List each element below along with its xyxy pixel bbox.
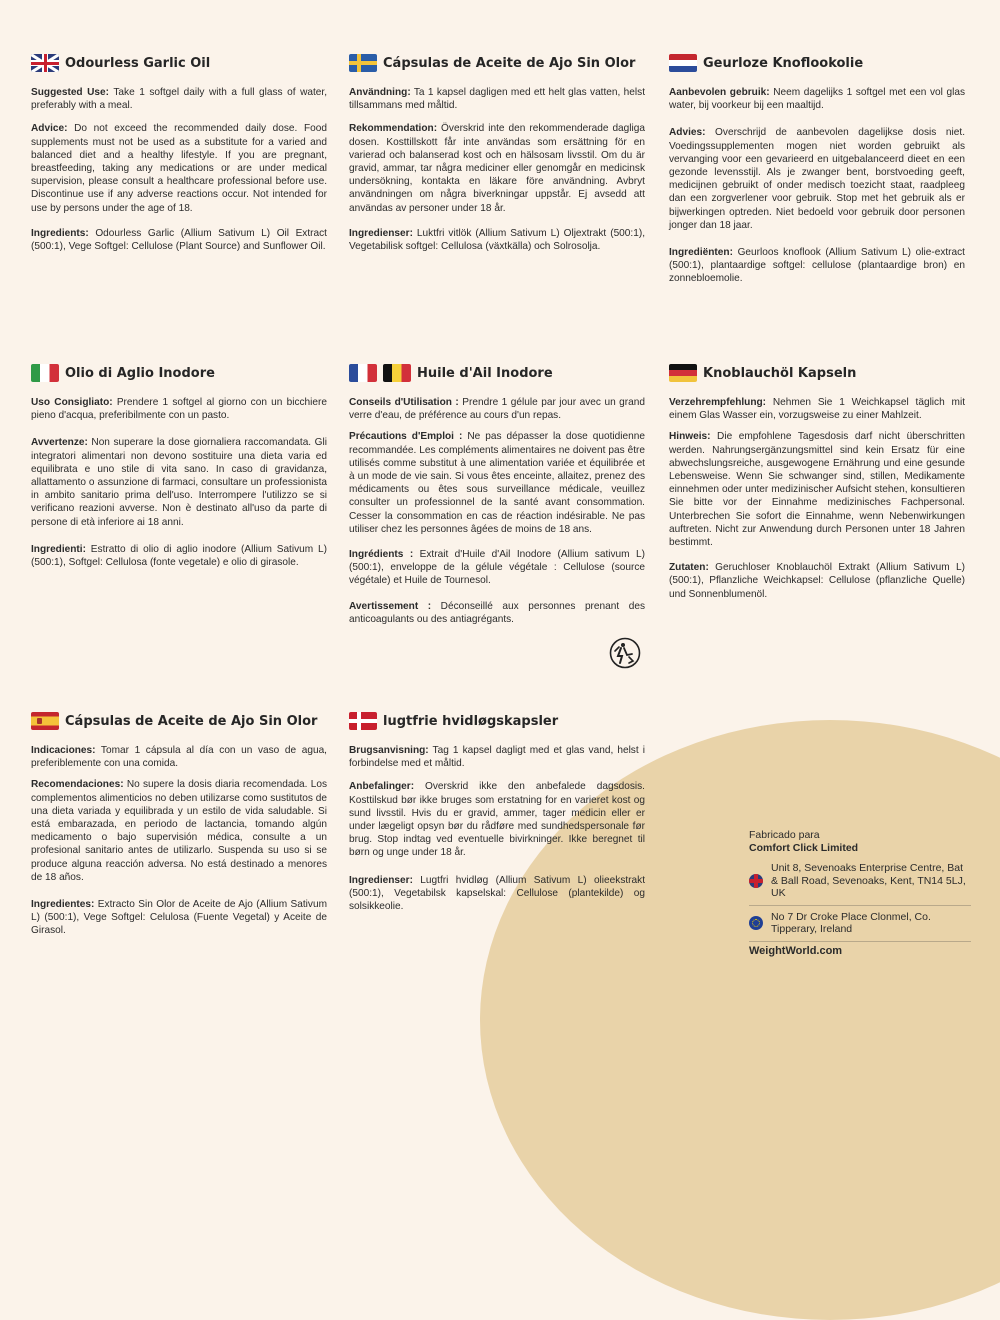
warnings: Avvertenze: Non superare la dose giornaliera raccomandata. Gli integratori alimentari non devono sostituire una dieta varia ed equilibrata e uno stile di vita sano. In caso di gravidanza, allattamento o assunzione di farmaci, consultare un professionista in ambito sanitario prima dell'uso. Interrompere l'utilizzo se si verificano reazioni avverse. Non è destinato all'uso da parte di persone di età inferiore ai 18 anni. [31, 437, 327, 528]
section-spanish [31, 712, 327, 948]
italy-flag-icon [31, 364, 59, 382]
sweden-flag-icon [349, 54, 377, 72]
france-flag-icon [349, 364, 377, 382]
section-title: Cápsulas de Aceite de Ajo Sin Olor [383, 55, 636, 71]
section-french [349, 364, 645, 636]
section-swedish [349, 54, 645, 263]
section-title: Cápsulas de Aceite de Ajo Sin Olor [65, 713, 318, 729]
ingredients: Ingredienser: Lugtfri hvidløg (Allium Sativum L) olieekstrakt (500:1), Vegetabilsk kapselskal: Cellulose (plantekilde) og solsikkeolie. [349, 874, 645, 913]
advice: Advies: Overschrijd de aanbevolen dagelijkse dosis niet. Voedingssupplementen mogen niet worden gebruikt als vervanging voor een gevarieerd en uitgebalanceerd dieet en een gezonde levensstijl. Als je zwanger bent, borstvoeding geeft, medicijnen gebruikt of onder medisch toezicht staat, raadpleeg dan een zorgverlener voor gebruik. Stop met het gebruik als er bijwerkingen optreden. Niet bedoeld voor gebruik door personen jonger dan 18 jaar. [669, 127, 965, 231]
suggested-use: Suggested Use: Take 1 softgel daily with a full glass of water, preferably with a meal. [31, 87, 328, 112]
ingredients: Ingredienti: Estratto di olio di aglio inodore (Allium Sativum L) (500:1), Softgel: Cellulosa (fonte vegetale) e olio di girasole. [31, 543, 327, 569]
section-title-row [349, 54, 645, 72]
belgium-flag-icon [383, 364, 411, 382]
divider [749, 905, 971, 906]
section-title: Odourless Garlic Oil [65, 55, 211, 71]
company-name: Comfort Click Limited [749, 842, 859, 854]
germany-flag-icon [669, 364, 697, 382]
section-title: lugtfrie hvidløgskapsler [383, 713, 559, 729]
precautions: Précautions d'Emploi : Ne pas dépasser la dose quotidienne recommandée. Les compléments alimentaires ne doivent pas être utilisés comme substitut à une alimentation variée et équilibrée et à un mode de vie sain. Si vous êtes enceinte, allaitez, prenez des médicaments ou êtes sous surveillance médicale, veuillez consulter un professionnel de la santé avant consommation. Cesser la consommation en cas de réaction indésirable. Ne pas utiliser chez les personnes âgées de moins de 18 ans. [349, 431, 645, 535]
section-title-row [31, 364, 327, 382]
section-title-row [669, 54, 965, 72]
recommendation: Rekommendation: Överskrid inte den rekommenderade dagliga dosen. Kosttillskott får inte användas som ersättning för en varierad och balanserad kost och en hälsosam livsstil. Om du är gravid, ammar, tar några mediciner eller genomgår en medicinsk undersökning, kontakta en läkare före användning. Avbryt användningen om några biverkningar uppstår. Ej avsedd att användas av personer under 18 år. [349, 123, 645, 214]
advice: Advice: Do not exceed the recommended daily dose. Food supplements must not be used as a substitute for a varied and balanced diet and a healthy lifestyle. If you are pregnant, breastfeeding, taking any medications or are under medical supervision, please consult a healthcare professional before use. Discontinue use if any adverse reactions occur. Not intended for use by persons under the age of 18. [31, 123, 327, 214]
indications: Indicaciones: Tomar 1 cápsula al día con un vaso de agua, preferiblemente con una comida. [31, 745, 327, 770]
section-title-row [349, 364, 645, 382]
eu-address: No 7 Dr Croke Place Clonmel, Co. Tipperary, Ireland [771, 910, 931, 935]
section-english [31, 54, 327, 263]
ingredients: Ingredients: Odourless Garlic (Allium Sativum L) Oil Extract (500:1), Vege Softgel: Cellulose (Plant Source) and Sunflower Oil. [31, 227, 327, 253]
section-title-row [669, 364, 965, 382]
triman-recycle-icon [609, 637, 641, 669]
uk-address: Unit 8, Sevenoaks Enterprise Centre, Bat & Ball Road, Sevenoaks, Kent, TN14 5LJ, UK [771, 862, 966, 899]
recommendations: Anbefalinger: Overskrid ikke den anbefalede dagsdosis. Kosttilskud bør ikke bruges som erstatning for en varieret kost og sund livsstil. Hvis du er gravid, ammer, tager medicin eller er under lægeligt opsyn bør du rådføre med sundhedspersonale før brug. Stop indtag ved eventuelle bivirkninger. Ikke beregnet til børn og unge under 18 år. [349, 781, 645, 859]
eu-address-row [749, 908, 971, 939]
section-title: Knoblauchöl Kapseln [703, 365, 857, 381]
manufacturer-block [749, 829, 971, 957]
warning: Avertissement : Déconseillé aux personnes prenant des anticoagulants ou des antiagrégants. [349, 600, 646, 625]
usage: Användning: Ta 1 kapsel dagligen med ett helt glas vatten, helst tillsammans med måltid. [349, 87, 645, 112]
ingredients: Zutaten: Geruchloser Knoblauchöl Extrakt (Allium Sativum L) (500:1), Pflanzliche Weichkapsel: Cellulose (pflanzliche Quelle) und Sonnenblumenöl. [669, 562, 965, 600]
notice: Hinweis: Die empfohlene Tagesdosis darf nicht überschritten werden. Nahrungsergänzungsmittel sind kein Ersatz für eine abwechslungsreiche, ausgewogene Ernährung und eine gesunde Lebensweise. Wenn Sie schwanger sind, stillen, Medikamente einnehmen oder unter medizinischer Aufsicht stehen, konsultieren Sie bitte vor der Einnahme medizinisches Fachpersonal. Unterbrechen Sie sofort die Einnahme, wenn Nebenwirkungen auftreten. Nicht zur Anwendung durch Personen unter 18 Jahren bestimmt. [669, 431, 965, 549]
section-title: Olio di Aglio Inodore [65, 365, 215, 381]
spain-flag-icon [31, 712, 59, 730]
denmark-flag-icon [349, 712, 377, 730]
ingredients: Ingrediënten: Geurloos knoflook (Allium Sativum L) olie-extract (500:1), plantaardige softgel: cellulose (plantaardige bron) en zonnebloemolie. [669, 247, 965, 285]
uk-flag-icon [31, 54, 59, 72]
section-title: Geurloze Knoflookolie [703, 55, 864, 71]
section-title-row [349, 712, 645, 730]
section-italian [31, 364, 327, 579]
recommended-use: Aanbevolen gebruik: Neem dagelijks 1 softgel met een vol glas water, bij voorkeur bij een maaltijd. [669, 87, 965, 112]
usage: Brugsanvisning: Tag 1 kapsel dagligt med et glas vand, helst i forbindelse med et måltid. [349, 745, 645, 770]
section-title-row [31, 712, 327, 730]
section-german [669, 364, 965, 611]
recommendations: Recomendaciones: No supere la dosis diaria recomendada. Los complementos alimenticios no deben utilizarse como sustitutos de una dieta variada y equilibrada y un estilo de vida saludable. Si está embarazada, en periodo de lactancia, tomando algún medicamento o bajo supervisión médica, consulte a un profesional sanitario antes de utilizarlo. Suspenda su uso si se produce alguna reacción adversa. No está destinado a menores de 18 años. [31, 779, 327, 883]
manufactured-for-label: Fabricado para [749, 829, 820, 841]
section-title-row [31, 54, 327, 72]
ingredients: Ingredienser: Luktfri vitlök (Allium Sativum L) Oljextrakt (500:1), Vegetabilisk softgel: Cellulosa (växtkälla) och Solrosolja. [349, 227, 645, 253]
suggested-use: Uso Consigliato: Prendere 1 softgel al giorno con un bicchiere pieno d'acqua, preferibilmente con un pasto. [31, 397, 327, 422]
uk-flag-icon [749, 874, 763, 888]
eu-flag-icon [749, 916, 763, 930]
netherlands-flag-icon [669, 54, 697, 72]
section-dutch [669, 54, 965, 296]
ingredients: Ingrédients : Extrait d'Huile d'Ail Inodore (Allium sativum L) (500:1), enveloppe de la gélule végétale : Cellulose (source végétale) et Huile de Tournesol. [349, 549, 645, 587]
divider [749, 941, 971, 942]
uk-address-row [749, 859, 971, 903]
section-danish [349, 712, 645, 923]
usage-advice: Conseils d'Utilisation : Prendre 1 gélule par jour avec un grand verre d'eau, de préférence au cours d'un repas. [349, 397, 645, 422]
section-title: Huile d'Ail Inodore [417, 365, 553, 381]
consumption-recommendation: Verzehrempfehlung: Nehmen Sie 1 Weichkapsel täglich mit einem Glas Wasser ein, vorzugsweise zu einer Mahlzeit. [669, 397, 965, 422]
ingredients: Ingredientes: Extracto Sin Olor de Aceite de Ajo (Allium Sativum L) (500:1), Vege Softgel: Celulosa (Fuente Vegetal) y Aceite de Girasol. [31, 899, 327, 937]
website: WeightWorld.com [749, 944, 843, 957]
